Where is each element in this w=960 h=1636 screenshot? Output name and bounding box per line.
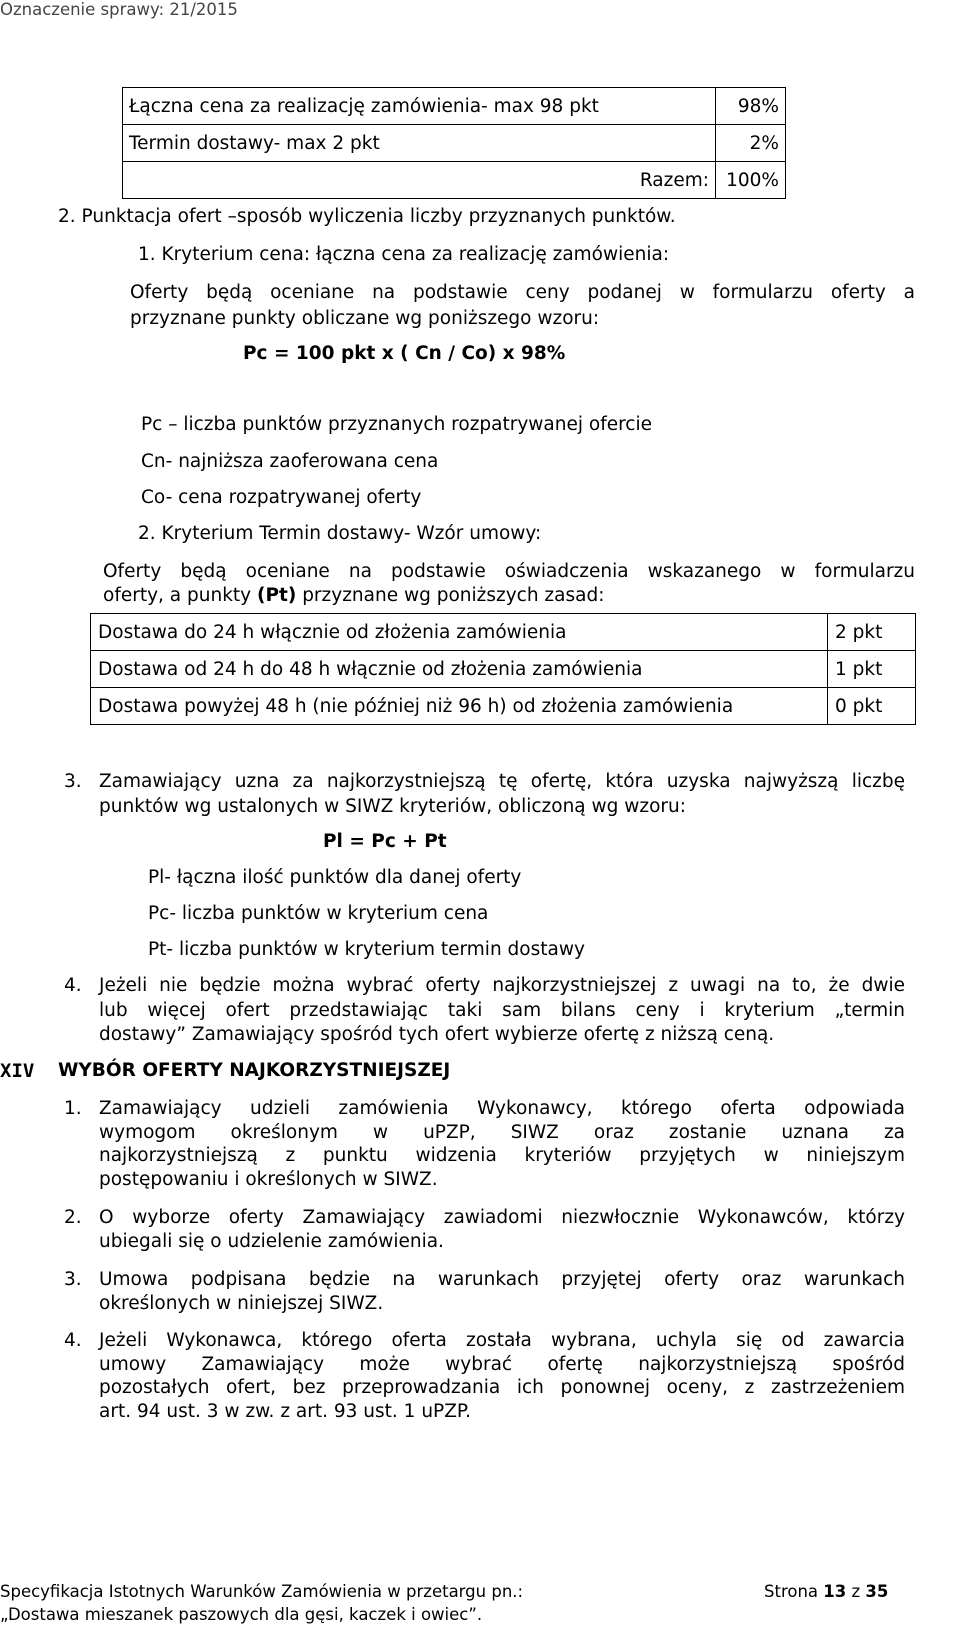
paragraph (103, 585, 604, 606)
paragraph: Jeżeli nie będzie można wybrać oferty najkorzystniejszej z uwagi na to, że dwie (99, 975, 905, 996)
paragraph: Oferty będą oceniane na podstawie ceny podanej w formularzu oferty a (130, 282, 915, 303)
table-row (123, 162, 786, 199)
legend-item: Pc- liczba punktów w kryterium cena (148, 903, 489, 924)
table-row (91, 614, 916, 651)
paragraph: Oferty będą oceniane na podstawie oświadczenia wskazanego w formularzu (103, 561, 915, 582)
table-cell: 1 pkt (828, 651, 916, 688)
table-cell: Razem: (123, 162, 716, 199)
paragraph-text: oferty, a punkty (103, 585, 257, 606)
paragraph: określonych w niniejszej SIWZ. (99, 1293, 384, 1314)
page-separator: z (851, 1582, 861, 1601)
footer-subtitle: „Dostawa mieszanek paszowych dla gęsi, kaczek i owiec”. (0, 1605, 483, 1624)
section-heading: 2. Punktacja ofert –sposób wyliczenia liczby przyznanych punktów. (58, 206, 676, 227)
weights-table (122, 87, 786, 199)
paragraph: lub więcej ofert przedstawiając taki sam bilans ceny i kryterium „termin (99, 1000, 905, 1021)
paragraph: umowy Zamawiający może wybrać ofertę najkorzystniejszą spośród (99, 1354, 905, 1375)
table-cell: 2% (716, 125, 786, 162)
table-cell: Łączna cena za realizację zamówienia- max 98 pkt (123, 88, 716, 125)
page-total: 35 (865, 1582, 889, 1601)
table-cell: 2 pkt (828, 614, 916, 651)
table-cell: 0 pkt (828, 688, 916, 725)
paragraph: Umowa podpisana będzie na warunkach przyjętej oferty oraz warunkach (99, 1269, 905, 1290)
paragraph: postępowaniu i określonych w SIWZ. (99, 1169, 438, 1190)
paragraph: O wyborze oferty Zamawiający zawiadomi niezwłocznie Wykonawców, którzy (99, 1207, 905, 1228)
section-title: WYBÓR OFERTY NAJKORZYSTNIEJSZEJ (58, 1060, 451, 1081)
table-row (91, 651, 916, 688)
formula: Pc = 100 pkt x ( Cn / Co) x 98% (243, 343, 566, 364)
list-number: 3. (64, 1269, 82, 1290)
delivery-points-table (90, 613, 916, 725)
table-row (91, 688, 916, 725)
paragraph: punktów wg ustalonych w SIWZ kryteriów, obliczoną wg wzoru: (99, 796, 686, 817)
case-number: Oznaczenie sprawy: 21/2015 (0, 0, 238, 19)
table-row (123, 125, 786, 162)
paragraph: pozostałych ofert, bez przeprowadzania ich ponownej oceny, z zastrzeżeniem (99, 1377, 905, 1398)
table-cell: Termin dostawy- max 2 pkt (123, 125, 716, 162)
paragraph: Jeżeli Wykonawca, którego oferta została wybrana, uchyla się od zawarcia (99, 1330, 905, 1351)
paragraph: dostawy” Zamawiający spośród tych ofert wybierze ofertę z niższą ceną. (99, 1024, 775, 1045)
legend-item: Pl- łączna ilość punktów dla danej oferty (148, 867, 522, 888)
paragraph: wymogom określonym w uPZP, SIWZ oraz zostanie uznana za (99, 1122, 905, 1143)
paragraph: Zamawiający uzna za najkorzystniejszą tę ofertę, która uzyska najwyższą liczbę (99, 771, 905, 792)
paragraph: art. 94 ust. 3 w zw. z art. 93 ust. 1 uPZP. (99, 1401, 472, 1422)
list-number: 1. (64, 1098, 82, 1119)
paragraph: Zamawiający udzieli zamówienia Wykonawcy, którego oferta odpowiada (99, 1098, 905, 1119)
page-label: Strona (764, 1582, 819, 1601)
paragraph-text: przyznane wg poniższych zasad: (296, 585, 605, 606)
list-number: 4. (64, 1330, 82, 1351)
table-row (123, 88, 786, 125)
table-cell: Dostawa do 24 h włącznie od złożenia zamówienia (91, 614, 828, 651)
paragraph: najkorzystniejszą z punktu widzenia kryteriów przyjętych w niniejszym (99, 1145, 905, 1166)
paragraph-bold: (Pt) (257, 585, 297, 606)
legend-item: Cn- najniższa zaoferowana cena (141, 451, 439, 472)
table-cell: 98% (716, 88, 786, 125)
list-number: 2. (64, 1207, 82, 1228)
formula: Pl = Pc + Pt (323, 831, 447, 852)
legend-item: Co- cena rozpatrywanej oferty (141, 487, 422, 508)
page-number (764, 1582, 888, 1601)
footer-title: Specyfikacja Istotnych Warunków Zamówienia w przetargu pn.: (0, 1582, 524, 1601)
table-cell: Dostawa od 24 h do 48 h włącznie od złożenia zamówienia (91, 651, 828, 688)
paragraph: ubiegali się o udzielenie zamówienia. (99, 1231, 444, 1252)
section-number: XIV (0, 1060, 35, 1082)
table-cell: Dostawa powyżej 48 h (nie później niż 96 h) od złożenia zamówienia (91, 688, 828, 725)
list-number: 3. (64, 771, 82, 792)
criterion-title: 2. Kryterium Termin dostawy- Wzór umowy: (138, 523, 542, 544)
table-cell: 100% (716, 162, 786, 199)
paragraph: przyznane punkty obliczane wg poniższego wzoru: (130, 308, 600, 329)
legend-item: Pt- liczba punktów w kryterium termin dostawy (148, 939, 585, 960)
page-current: 13 (823, 1582, 847, 1601)
criterion-title: 1. Kryterium cena: łączna cena za realizację zamówienia: (138, 244, 670, 265)
legend-item: Pc – liczba punktów przyznanych rozpatrywanej ofercie (141, 414, 652, 435)
list-number: 4. (64, 975, 82, 996)
